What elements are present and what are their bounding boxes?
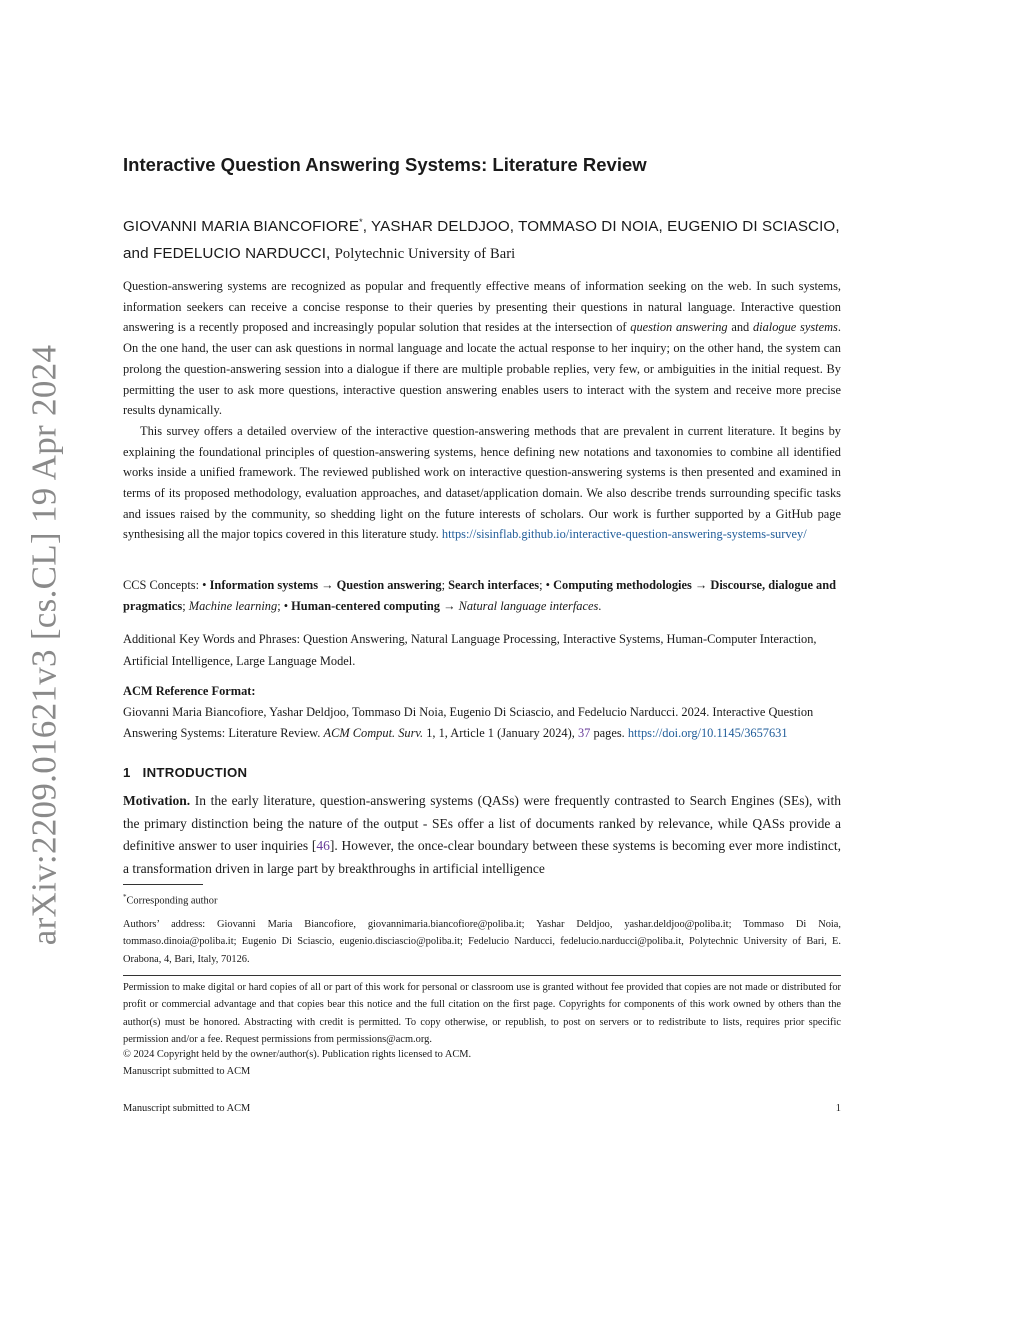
affiliation: Polytechnic University of Bari — [334, 246, 516, 263]
abstract-text: . On the one hand, the user can ask questions in normal language and locate the actual response to her inquiry; on the other hand, the system can prolong the question-answering session into a dialogue if there are multiple probable replies, very few, or ambiguities in the initial request. By permitting the user to ask more questions, interactive question answering enables users to interact with the system and receive more precise results dynamically. — [123, 320, 841, 418]
reference-text: Giovanni Maria Biancofiore, Yashar Deldjoo, Tommaso Di Noia, Eugenio Di Sciascio, and Fedelucio Narducci. 2024. Interactive Question Answering Systems: Literature Review. — [123, 705, 814, 740]
footnote-mark: * — [123, 893, 127, 901]
ccs-term: Search interfaces — [448, 578, 540, 592]
paper-title: Interactive Question Answering Systems: Literature Review — [123, 154, 647, 175]
author-addresses: Authors’ address: Giovanni Maria Biancofiore, giovannimaria.biancofiore@poliba.it; Yashar Deldjoo, yashar.deldjoo@poliba.it; Tommaso Di Noia, tommaso.dinoia@poliba.it; Eugenio Di Sciascio, eugenio.disciascio@poliba.it; Fedelucio Narducci, fedelucio.narducci@poliba.it, Polytechnic University of Bari, E. Orabona, 4, Bari, Italy, 70126. — [123, 919, 841, 965]
citation-link[interactable]: 46 — [316, 838, 330, 854]
footnote-rule — [123, 884, 203, 885]
permission-rule — [123, 975, 841, 976]
abstract-text: and — [727, 320, 753, 335]
intro-text: In the early literature, question-answering systems (QASs) were frequently contrasted to Search Engines (SEs), with the primary distinction being the nature of the output - SEs offer a list of documents ranked by relevance, while QASs provide a definitive answer to user inquiries [ — [123, 793, 841, 854]
abstract — [123, 276, 841, 545]
paragraph-lead: Motivation. — [123, 793, 191, 808]
page-count-link[interactable]: 37 — [577, 726, 591, 740]
footnote-text: Corresponding author — [126, 895, 218, 907]
page-footer — [123, 1101, 841, 1116]
reference-heading: ACM Reference Format: — [123, 684, 256, 698]
ccs-label: CCS Concepts: • — [123, 578, 210, 592]
footer-left: Manuscript submitted to ACM — [123, 1103, 251, 1114]
doi-link[interactable]: https://doi.org/10.1145/3657631 — [627, 726, 788, 740]
github-survey-link[interactable]: https://sisinflab.github.io/interactive-question-answering-systems-survey/ — [441, 527, 807, 542]
intro-text: ]. However, the once-clear boundary between these systems is becoming ever more indistinct, a transformation driven in large part by breakthroughs in artificial intelligence — [123, 838, 841, 877]
ccs-term: Natural language interfaces — [458, 598, 599, 613]
journal-name: ACM Comput. Surv. — [323, 726, 424, 740]
author-list — [123, 209, 841, 268]
abstract-emphasis: question answering — [630, 320, 728, 335]
ccs-sep: ; — [182, 598, 189, 613]
footnote — [123, 890, 841, 908]
reference-format — [123, 702, 841, 744]
abstract-text: Question-answering systems are recognized as popular and frequently effective means of information seeking on the web. In such systems, information seekers can receive a concise response to their queries by presenting their questions in natural language. Interactive question answering is a recently proposed and increasingly popular solution that resides at the intersection of — [123, 279, 841, 335]
author-rest: , YASHAR DELDJOO, TOMMASO DI NOIA, EUGENIO DI — [362, 218, 758, 236]
abstract-paragraph-2 — [123, 421, 841, 545]
ccs-sep: . — [598, 598, 602, 613]
abstract-paragraph-1 — [123, 276, 841, 421]
section-heading — [123, 763, 841, 783]
ccs-sep: ; • — [277, 598, 292, 613]
author-last: SCIASCIO, and FEDELUCIO NARDUCCI, — [123, 218, 840, 263]
ccs-term: Computing methodologies → Discourse, dialogue and pragmatics — [123, 578, 837, 613]
keywords: Additional Key Words and Phrases: Question Answering, Natural Language Processing, Interactive Systems, Human-Computer Interaction, Artificial Intelligence, Large Language Model. — [123, 632, 817, 668]
ccs-sep: ; • — [539, 578, 554, 592]
ccs-sep: ; — [441, 578, 449, 592]
page-number: 1 — [835, 1103, 841, 1114]
abstract-text: This survey offers a detailed overview of the interactive question-answering methods that are prevalent in current literature. It begins by explaining the foundational principles of question-answering systems, hence defining new notations and taxonomies to combine all identified works inside a unified framework. The reviewed published work on interactive question-answering systems is then presented and examined in terms of its proposed methodology, evaluation approaches, and dataset/application domain. We also describe trends surrounding specific tasks and issues raised by the community, so shedding light on the future interests of scholars. Our work is further supported by a GitHub page synthesising all the major topics covered in this literature study. — [123, 423, 841, 542]
manuscript-note: Manuscript submitted to ACM — [123, 1066, 251, 1078]
ccs-term: Information systems → Question answering — [209, 578, 442, 592]
section-number: 1 — [123, 765, 131, 780]
reference-text: pages. — [590, 726, 628, 740]
arxiv-identifier: arXiv:2209.01621v3 [cs.CL] 19 Apr 2024 — [24, 344, 64, 946]
copyright-line: © 2024 Copyright held by the owner/author(s). Publication rights licensed to ACM. — [123, 1049, 472, 1060]
copyright-block — [123, 1046, 841, 1081]
ccs-arrow: → — [439, 598, 459, 613]
abstract-emphasis: dialogue systems — [752, 320, 838, 335]
section-title: INTRODUCTION — [142, 765, 248, 780]
author-first: GIOVANNI MARIA BIANCOFIORE — [123, 218, 360, 236]
reference-text: 1, 1, Article 1 (January 2024), — [423, 726, 578, 740]
permission-notice: Permission to make digital or hard copies of all or part of this work for personal or classroom use is granted without fee provided that copies are not made or distributed for profit or commercial advantage and that copies bear this notice and the full citation on the first page. Copyrights for components of this work owned by others than the author(s) must be honored. Abstracting with credit is permitted. To copy otherwise, or republish, to post on servers or to redistribute to lists, requires prior specific permission and/or a fee. Request permissions from permissions@acm.org. — [123, 982, 841, 1045]
corresponding-mark: * — [359, 217, 363, 227]
arxiv-stamp — [8, 344, 80, 946]
ccs-term: Machine learning — [188, 598, 278, 613]
ccs-concepts — [123, 575, 841, 616]
ccs-term: Human-centered computing — [291, 598, 440, 613]
intro-paragraph — [123, 790, 841, 881]
